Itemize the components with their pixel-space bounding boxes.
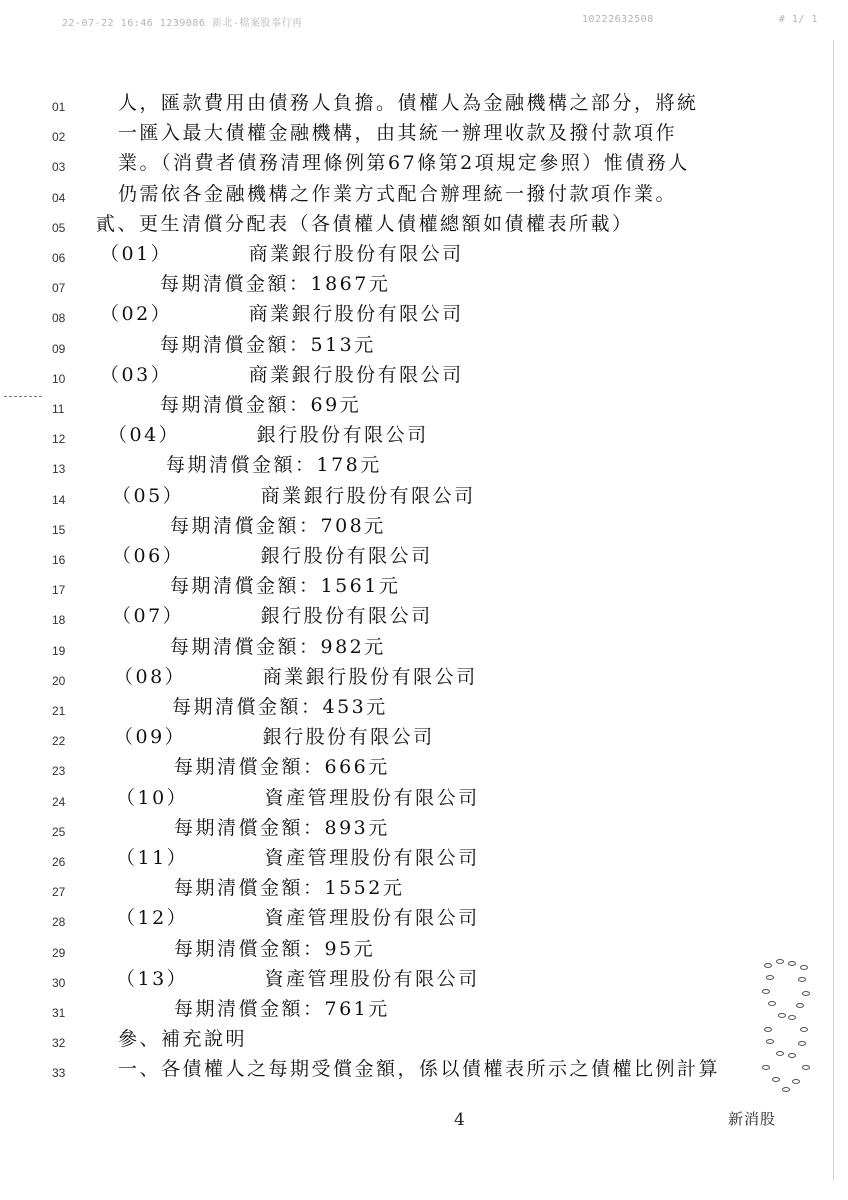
document-line xyxy=(0,541,848,571)
line-number: 10 xyxy=(52,371,66,386)
line-text: （06） 銀行股份有限公司 xyxy=(112,545,433,567)
line-text: 每期清償金額：178元 xyxy=(166,454,382,477)
document-line xyxy=(0,209,848,239)
line-number: 23 xyxy=(52,764,66,779)
line-text: 每期清償金額：453元 xyxy=(172,696,388,718)
line-text: 每期清償金額：761元 xyxy=(174,998,390,1020)
perforation-dot xyxy=(776,1051,784,1056)
line-text: 每期清償金額：1552元 xyxy=(174,877,405,900)
line-number: 28 xyxy=(52,915,66,930)
line-number: 07 xyxy=(52,281,66,296)
document-line xyxy=(0,118,848,148)
perforation-dot xyxy=(764,1027,772,1032)
line-number: 17 xyxy=(52,583,66,598)
document-line xyxy=(0,601,848,631)
perforation-dot xyxy=(798,977,806,982)
perforation-dot xyxy=(782,1087,790,1092)
line-number: 27 xyxy=(52,885,66,900)
document-line xyxy=(0,571,848,601)
line-number: 33 xyxy=(52,1066,66,1081)
line-text: （10） 資產管理股份有限公司 xyxy=(116,786,480,809)
perforation-dot xyxy=(788,961,796,966)
document-line xyxy=(0,360,848,390)
perforation-dot xyxy=(788,1015,796,1020)
perforation-dot xyxy=(766,975,774,980)
document-line xyxy=(0,239,848,269)
line-number: 11 xyxy=(52,402,65,416)
line-text: 業。（消費者債務清理條例第67條第2項規定參照）惟債務人 xyxy=(118,152,690,175)
perforation-dot xyxy=(788,1053,796,1058)
perforation-dot xyxy=(802,1065,810,1070)
document-line xyxy=(0,148,848,178)
perforation-dot xyxy=(800,965,808,970)
perforation-dot xyxy=(776,959,784,964)
line-text: 每期清償金額：1867元 xyxy=(160,273,391,296)
line-text: 參、補充說明 xyxy=(118,1028,248,1051)
fax-header-timestamp: 22-07-22 16:46 1239086 新北-檔案股事行再 xyxy=(62,18,303,29)
line-text: （13） 資產管理股份有限公司 xyxy=(116,967,480,990)
line-text: 每期清償金額：982元 xyxy=(170,635,386,658)
line-number: 14 xyxy=(52,492,66,507)
line-text: 每期清償金額：69元 xyxy=(160,394,362,416)
page-number: 4 xyxy=(454,1110,465,1130)
document-line xyxy=(0,873,848,903)
line-number: 19 xyxy=(52,643,66,658)
line-number: 16 xyxy=(52,553,66,567)
document-line xyxy=(0,964,848,994)
document-line xyxy=(0,1024,848,1054)
document-line xyxy=(0,88,848,118)
line-number: 20 xyxy=(52,673,66,688)
document-line xyxy=(0,843,848,873)
line-number: 12 xyxy=(52,432,66,447)
document-line xyxy=(0,1054,848,1084)
footer-label: 新消股 xyxy=(728,1110,777,1128)
perforation-dot xyxy=(764,963,772,968)
line-text: 仍需依各金融機構之作業方式配合辦理統一撥付款項作業。 xyxy=(118,182,678,205)
line-number: 15 xyxy=(52,522,66,537)
document-line xyxy=(0,632,848,662)
line-number: 02 xyxy=(52,130,66,145)
line-text: （12） 資產管理股份有限公司 xyxy=(116,907,480,930)
line-text: 人，匯款費用由債務人負擔。債權人為金融機構之部分，將統 xyxy=(118,92,699,114)
line-number: 04 xyxy=(52,190,66,205)
line-number: 06 xyxy=(52,251,66,265)
document-line xyxy=(0,511,848,541)
document-line xyxy=(0,752,848,782)
perforation-dot xyxy=(762,1065,770,1070)
line-text: （01） 商業銀行股份有限公司 xyxy=(100,243,464,265)
line-number: 22 xyxy=(52,734,66,749)
line-number: 32 xyxy=(52,1036,66,1051)
line-number: 09 xyxy=(52,341,66,356)
perforation-dot xyxy=(766,1039,774,1044)
document-line xyxy=(0,179,848,209)
line-number: 08 xyxy=(52,311,66,326)
document-line xyxy=(0,813,848,843)
line-number: 01 xyxy=(52,100,66,114)
perforation-dot xyxy=(800,1027,808,1032)
line-number: 18 xyxy=(52,613,66,628)
document-line xyxy=(0,994,848,1024)
document-line xyxy=(0,934,848,964)
line-text: 一匯入最大債權金融機構，由其統一辦理收款及撥付款項作 xyxy=(118,122,678,145)
line-text: （02） 商業銀行股份有限公司 xyxy=(100,303,464,326)
line-text: 每期清償金額：893元 xyxy=(174,816,390,839)
line-text: 貳、更生清償分配表（各債權人債權總額如債權表所載） xyxy=(96,212,634,235)
document-line xyxy=(0,450,848,480)
line-text: （03） 商業銀行股份有限公司 xyxy=(100,363,464,386)
perforation-dot xyxy=(772,1077,780,1082)
perforation-dot xyxy=(778,1013,786,1018)
document-line xyxy=(0,722,848,752)
document-line xyxy=(0,299,848,329)
fax-header xyxy=(62,14,818,30)
line-text: （07） 銀行股份有限公司 xyxy=(112,605,433,628)
line-text: （04） 銀行股份有限公司 xyxy=(108,424,429,447)
line-text: （05） 商業銀行股份有限公司 xyxy=(112,484,476,507)
line-number: 26 xyxy=(52,855,66,869)
document-line xyxy=(0,783,848,813)
line-number: 21 xyxy=(52,704,66,718)
document-line xyxy=(0,692,848,722)
line-number: 24 xyxy=(52,794,66,809)
document-line xyxy=(0,269,848,299)
line-number: 31 xyxy=(52,1006,66,1020)
perforation-dot xyxy=(796,1003,804,1008)
document-line xyxy=(0,481,848,511)
document-line xyxy=(0,662,848,692)
perforation-dot xyxy=(802,991,810,996)
perforation-dot xyxy=(792,1079,800,1084)
fax-header-number: 10222632508 xyxy=(582,14,654,25)
line-number: 05 xyxy=(52,220,66,235)
line-number: 25 xyxy=(52,824,66,839)
line-text: （11） 資產管理股份有限公司 xyxy=(116,847,480,869)
line-text: 每期清償金額：95元 xyxy=(174,937,376,960)
line-number: 13 xyxy=(52,462,66,477)
line-number: 30 xyxy=(52,975,66,990)
line-text: 每期清償金額：513元 xyxy=(160,333,376,356)
line-number: 29 xyxy=(52,945,66,960)
perforation-dot xyxy=(768,1001,776,1006)
document-line xyxy=(0,420,848,450)
line-text: 每期清償金額：1561元 xyxy=(170,575,401,598)
line-text: （08） 商業銀行股份有限公司 xyxy=(114,665,478,688)
fax-header-page: # 1/ 1 xyxy=(778,14,818,25)
line-text: 一、各債權人之每期受償金額，係以債權表所示之債權比例計算 xyxy=(118,1058,721,1081)
line-text: 每期清償金額：708元 xyxy=(170,514,386,537)
document-line xyxy=(0,330,848,360)
line-number: 03 xyxy=(52,160,66,175)
line-text: （09） 銀行股份有限公司 xyxy=(114,726,435,749)
perforation-dot xyxy=(762,989,770,994)
document-line xyxy=(0,903,848,933)
document-line xyxy=(0,390,848,420)
perforation-dots xyxy=(758,955,818,1095)
perforation-dot xyxy=(798,1041,806,1046)
line-text: 每期清償金額：666元 xyxy=(174,756,390,779)
